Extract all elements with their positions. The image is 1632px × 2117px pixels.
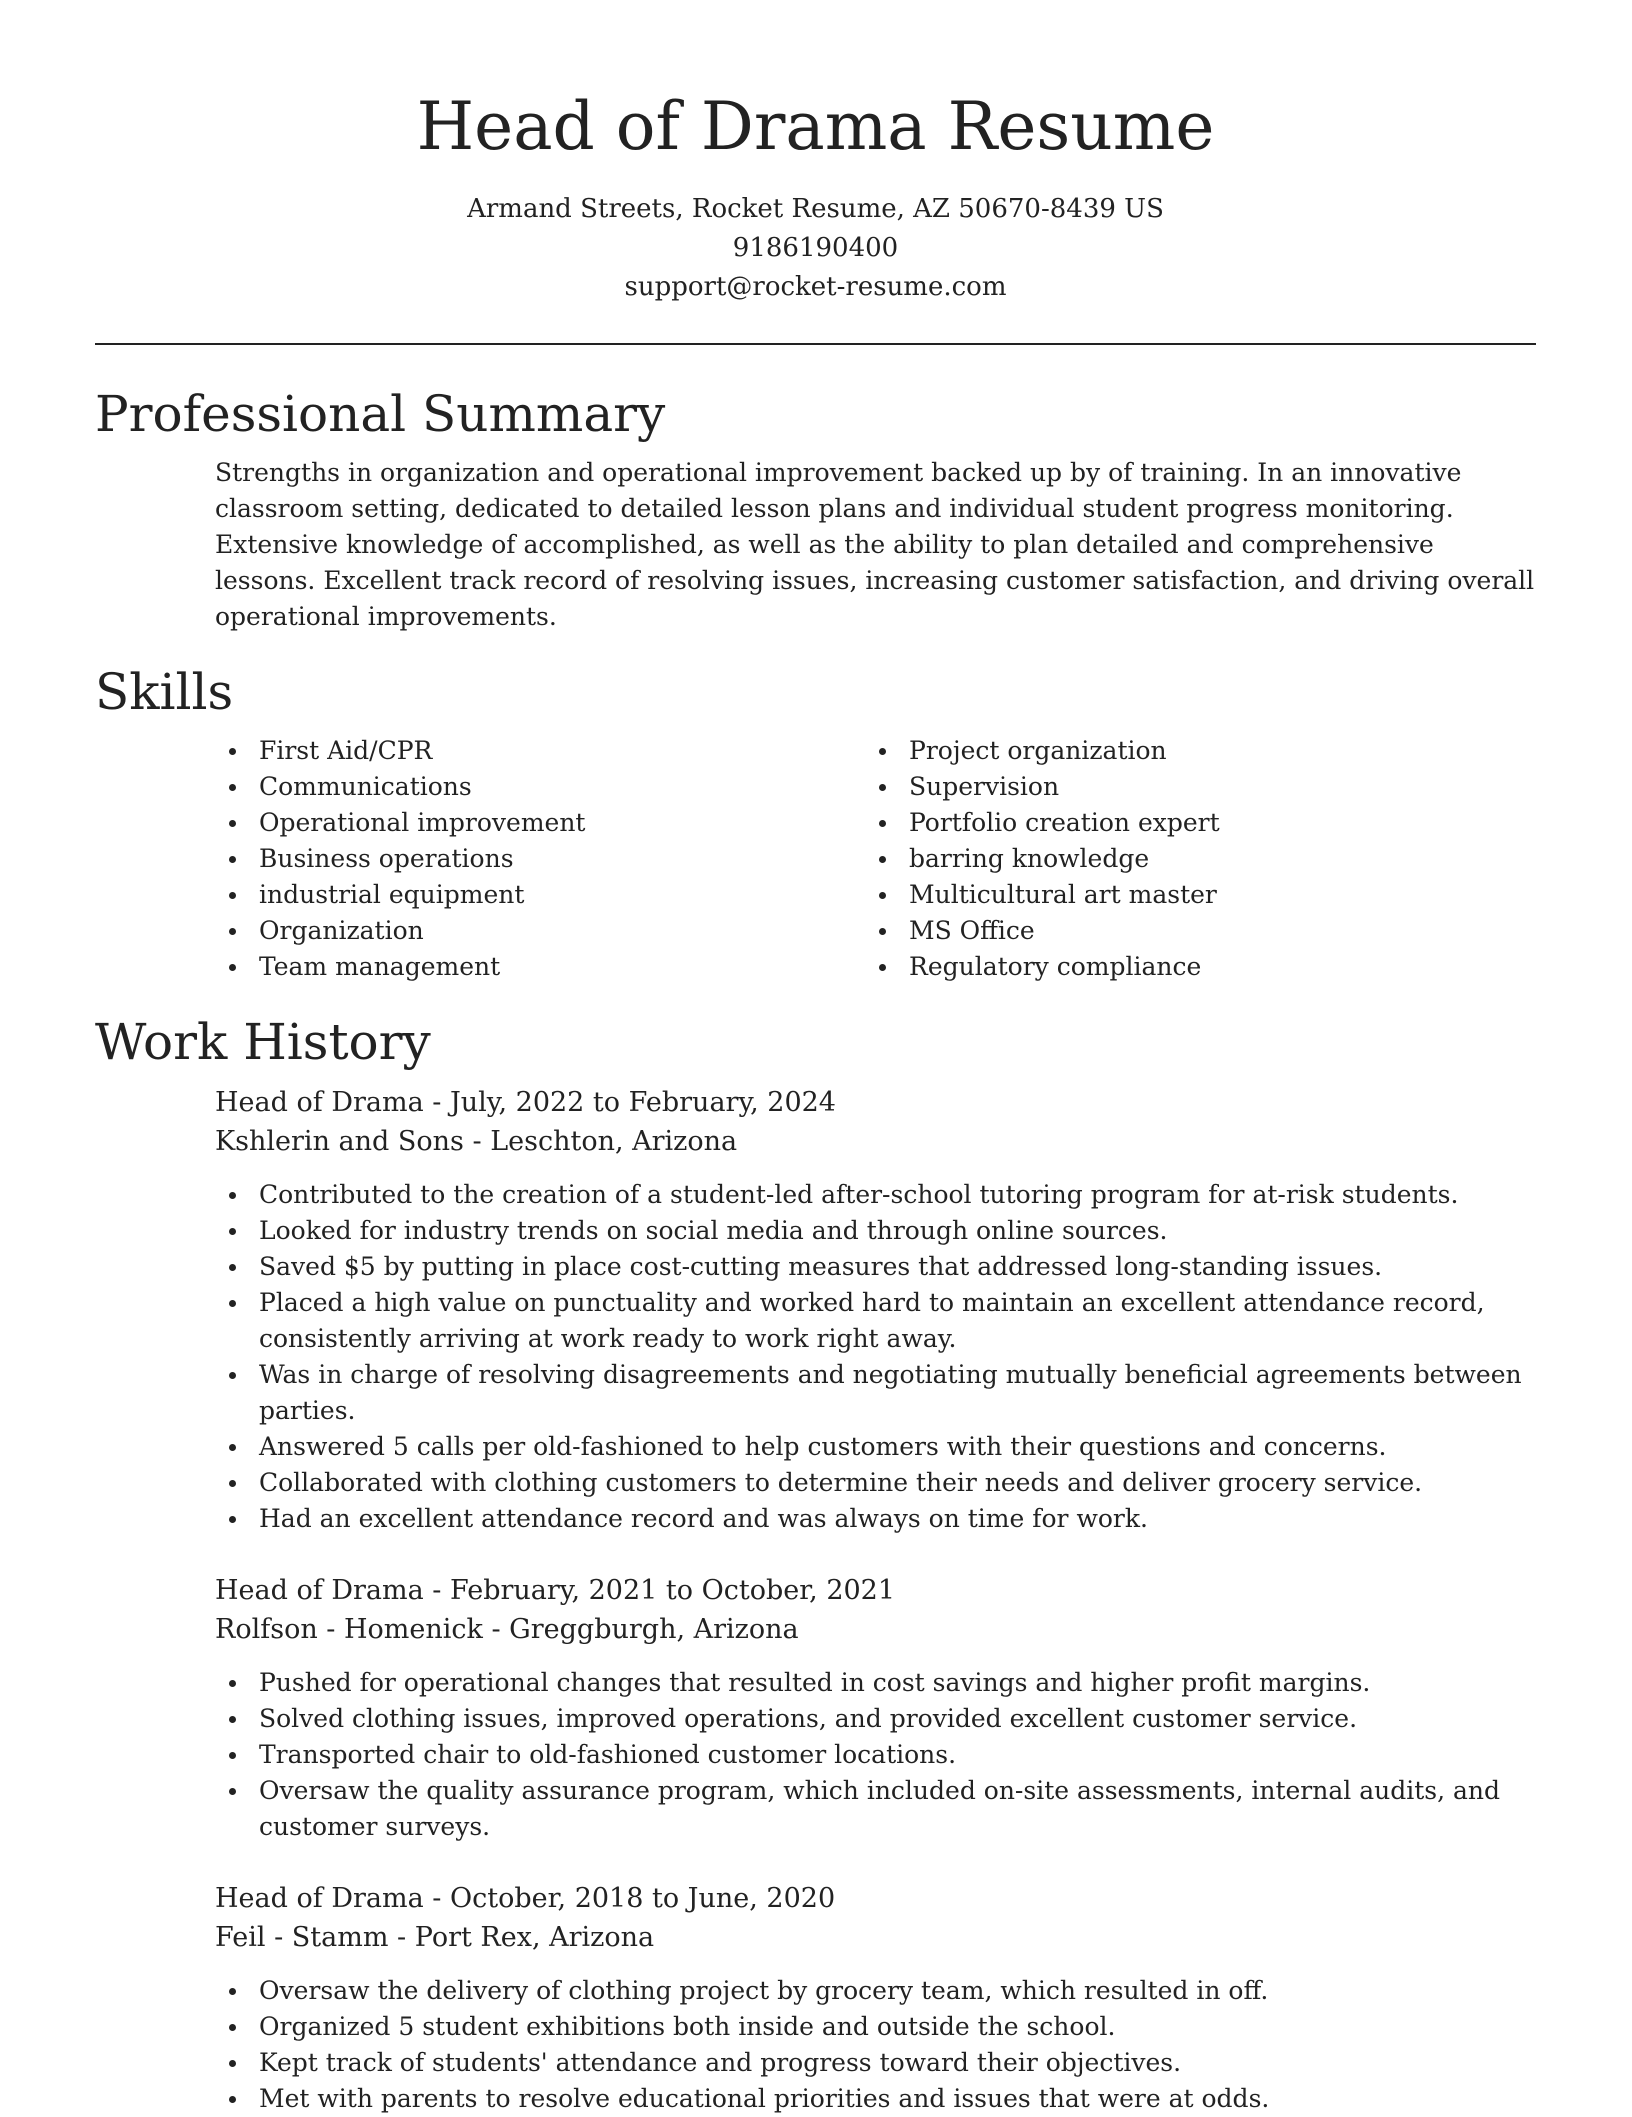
company-name: Feil - Stamm bbox=[215, 1922, 389, 1953]
summary-section bbox=[95, 383, 1536, 635]
job-dates: - October, 2018 to June, 2020 bbox=[423, 1883, 836, 1914]
skill-item: Portfolio creation expert bbox=[865, 805, 1515, 841]
job-bullet: Met with parents to resolve educational priorities and issues that were at odds. bbox=[215, 2081, 1536, 2117]
skill-item: Supervision bbox=[865, 769, 1515, 805]
job-title: Head of Drama bbox=[215, 1575, 424, 1606]
skill-item: Business operations bbox=[215, 841, 865, 877]
job-title-line bbox=[215, 1571, 1536, 1610]
skills-section bbox=[95, 661, 1536, 985]
job-title: Head of Drama bbox=[215, 1087, 424, 1118]
skill-item: Team management bbox=[215, 949, 865, 985]
skill-item: First Aid/CPR bbox=[215, 733, 865, 769]
job-bullets bbox=[215, 1665, 1536, 1845]
company-name: Rolfson - Homenick bbox=[215, 1614, 483, 1645]
job-bullet: Kept track of students' attendance and progress toward their objectives. bbox=[215, 2045, 1536, 2081]
work-history-section bbox=[95, 1011, 1536, 2117]
company-location: - Leschton, Arizona bbox=[463, 1126, 738, 1157]
job-bullet: Collaborated with clothing customers to determine their needs and deliver grocery service. bbox=[215, 1465, 1536, 1501]
company-line bbox=[215, 1918, 1536, 1957]
job-dates: - February, 2021 to October, 2021 bbox=[423, 1575, 896, 1606]
job-bullets bbox=[215, 1973, 1536, 2117]
company-line bbox=[215, 1122, 1536, 1161]
job-title-line bbox=[215, 1083, 1536, 1122]
resume-page bbox=[95, 0, 1536, 2117]
job-entry bbox=[215, 1571, 1536, 1845]
company-name: Kshlerin and Sons bbox=[215, 1126, 464, 1157]
job-title: Head of Drama bbox=[215, 1883, 424, 1914]
job-bullet: Placed a high value on punctuality and worked hard to maintain an excellent attendance record, consistently arriving at work ready to work right away. bbox=[215, 1285, 1536, 1357]
skill-item: Project organization bbox=[865, 733, 1515, 769]
job-bullet: Was in charge of resolving disagreements and negotiating mutually beneficial agreements between parties. bbox=[215, 1357, 1536, 1429]
skill-item: Organization bbox=[215, 913, 865, 949]
job-bullet: Contributed to the creation of a student-led after-school tutoring program for at-risk students. bbox=[215, 1177, 1536, 1213]
job-bullet: Pushed for operational changes that resulted in cost savings and higher profit margins. bbox=[215, 1665, 1536, 1701]
job-bullets bbox=[215, 1177, 1536, 1537]
job-bullet: Looked for industry trends on social media and through online sources. bbox=[215, 1213, 1536, 1249]
address: Armand Streets, Rocket Resume, AZ 50670-8439 US bbox=[467, 194, 1164, 224]
job-bullet: Organized 5 student exhibitions both inside and outside the school. bbox=[215, 2009, 1536, 2045]
summary-heading: Professional Summary bbox=[95, 385, 666, 443]
summary-text: Strengths in organization and operational improvement backed up by of training. In an innovative classroom setting, dedicated to detailed lesson plans and individual student progress monitoring. Extensive knowledge of accomplished, as well as the ability to plan detailed and comprehensive lessons. Excellent track record of resolving issues, increasing customer satisfaction, and driving overall operational improvements. bbox=[215, 458, 1535, 631]
job-bullet: Had an excellent attendance record and was always on time for work. bbox=[215, 1501, 1536, 1537]
job-bullet: Solved clothing issues, improved operations, and provided excellent customer service. bbox=[215, 1701, 1536, 1737]
contact-info bbox=[95, 190, 1536, 307]
skills-left-column bbox=[215, 733, 865, 985]
phone: 9186190400 bbox=[732, 233, 899, 263]
job-bullet: Oversaw the delivery of clothing project by grocery team, which resulted in off. bbox=[215, 1973, 1536, 2009]
job-bullet: Answered 5 calls per old-fashioned to help customers with their questions and concerns. bbox=[215, 1429, 1536, 1465]
skills-right-column bbox=[865, 733, 1515, 985]
resume-header bbox=[95, 0, 1536, 345]
job-dates: - July, 2022 to February, 2024 bbox=[423, 1087, 836, 1118]
skill-item: Regulatory compliance bbox=[865, 949, 1515, 985]
skill-item: Communications bbox=[215, 769, 865, 805]
company-location: - Port Rex, Arizona bbox=[388, 1922, 655, 1953]
skills-heading: Skills bbox=[95, 663, 234, 721]
skills-columns bbox=[215, 733, 1536, 985]
skill-item: Multicultural art master bbox=[865, 877, 1515, 913]
job-entry bbox=[215, 1879, 1536, 2117]
skill-item: MS Office bbox=[865, 913, 1515, 949]
skill-item: Operational improvement bbox=[215, 805, 865, 841]
job-title-line bbox=[215, 1879, 1536, 1918]
skill-item: industrial equipment bbox=[215, 877, 865, 913]
job-entry bbox=[215, 1083, 1536, 1537]
job-bullet: Saved $5 by putting in place cost-cutting measures that addressed long-standing issues. bbox=[215, 1249, 1536, 1285]
work-history-heading: Work History bbox=[95, 1013, 431, 1071]
header-divider bbox=[95, 343, 1536, 345]
company-line bbox=[215, 1610, 1536, 1649]
job-bullet: Transported chair to old-fashioned customer locations. bbox=[215, 1737, 1536, 1773]
resume-title: Head of Drama Resume bbox=[416, 88, 1215, 165]
email: support@rocket-resume.com bbox=[624, 272, 1007, 302]
skill-item: barring knowledge bbox=[865, 841, 1515, 877]
job-bullet: Oversaw the quality assurance program, which included on-site assessments, internal audits, and customer surveys. bbox=[215, 1773, 1536, 1845]
company-location: - Greggburgh, Arizona bbox=[482, 1614, 799, 1645]
